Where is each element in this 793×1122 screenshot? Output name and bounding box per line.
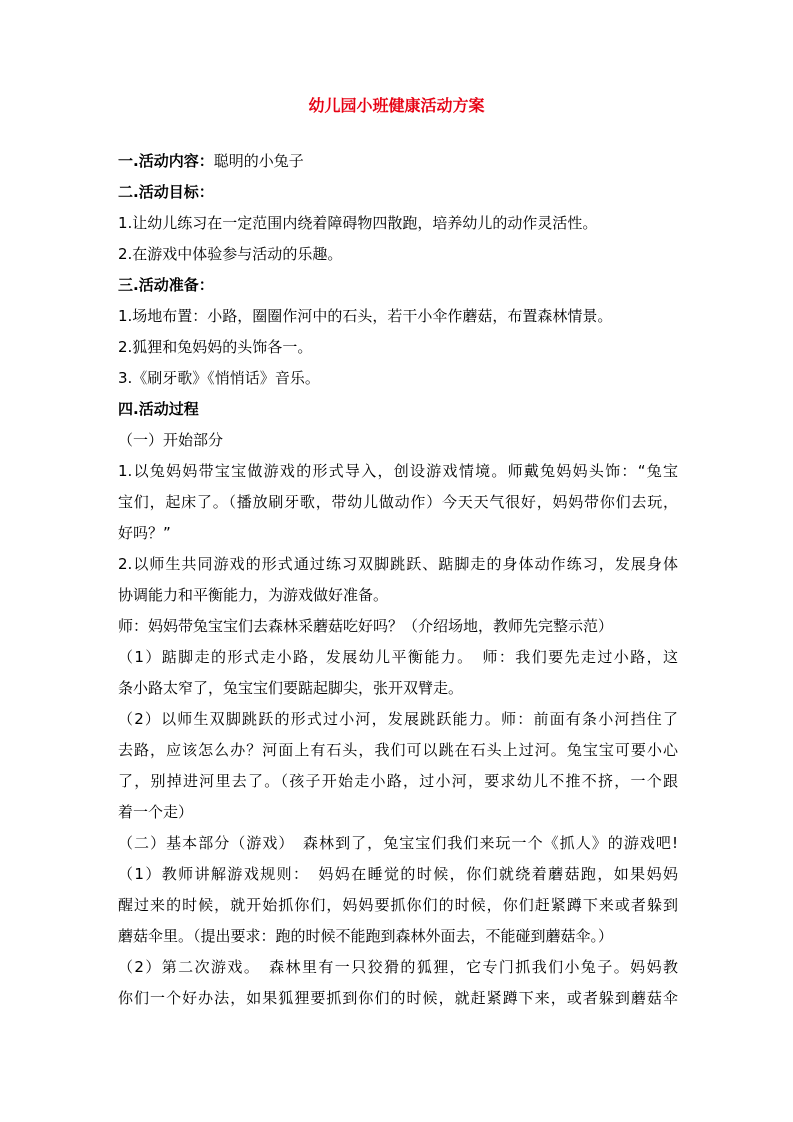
paragraph-line: 2.以师生共同游戏的形式通过练习双脚跳跃、踮脚走的身体动作练习，发展身体	[118, 555, 678, 573]
paragraph-line: 好吗？”	[118, 524, 171, 542]
paragraph-line: （1）踮脚走的形式走小路，发展幼儿平衡能力。 师：我们要先走过小路，这	[118, 648, 678, 666]
section-label: 一.活动内容：	[118, 152, 214, 170]
section-heading	[118, 146, 678, 177]
document-body	[118, 146, 678, 1014]
paragraph-line: 1.让幼儿练习在一定范围内绕着障碍物四散跑，培养幼儿的动作灵活性。	[118, 214, 598, 232]
paragraph-line: （1）教师讲解游戏规则： 妈妈在睡觉的时候，你们就绕着蘑菇跑，如果妈妈	[118, 865, 678, 883]
paragraph-line: 条小路太窄了，兔宝宝们要踮起脚尖，张开双臂走。	[118, 679, 464, 697]
paragraph-line: 去路，应该怎么办？河面上有石头，我们可以跳在石头上过河。兔宝宝可要小心	[118, 741, 678, 759]
paragraph-line: （二）基本部分（游戏） 森林到了，兔宝宝们我们来玩一个《抓人》的游戏吧!	[118, 834, 678, 852]
paragraph-line: （2）第二次游戏。 森林里有一只狡猾的狐狸，它专门抓我们小兔子。妈妈教	[118, 958, 678, 976]
document-title: 幼儿园小班健康活动方案	[308, 96, 485, 115]
paragraph-line: （一）开始部分	[118, 431, 224, 449]
paragraph-line: 蘑菇伞里。（提出要求：跑的时候不能跑到森林外面去，不能碰到蘑菇伞。）	[118, 927, 614, 945]
paragraph-line: 你们一个好办法，如果狐狸要抓到你们的时候，就赶紧蹲下来，或者躲到蘑菇伞	[118, 989, 678, 1007]
paragraph-line: 2.在游戏中体验参与活动的乐趣。	[118, 245, 343, 263]
paragraph-line: （2）以师生双脚跳跃的形式过小河，发展跳跃能力。师：前面有条小河挡住了	[118, 710, 678, 728]
paragraph-line: 宝们，起床了。（播放刷牙歌，带幼儿做动作）今天天气很好，妈妈带你们去玩，	[118, 493, 678, 511]
section-value: 聪明的小兔子	[213, 152, 304, 170]
paragraph-line: 着一个走）	[118, 803, 194, 821]
section-heading: 二.活动目标：	[118, 183, 214, 201]
paragraph-line: 醒过来的时候，就开始抓你们，妈妈要抓你们的时候，你们赶紧蹲下来或者躲到	[118, 896, 678, 914]
paragraph-line: 1.以兔妈妈带宝宝做游戏的形式导入，创设游戏情境。师戴兔妈妈头饰：“兔宝	[118, 462, 678, 480]
paragraph-line: 协调能力和平衡能力，为游戏做好准备。	[118, 586, 389, 604]
section-heading: 四.活动过程	[118, 400, 199, 418]
paragraph-line: 3.《刷牙歌》《悄悄话》音乐。	[118, 369, 320, 387]
paragraph-line: 师：妈妈带兔宝宝们去森林采蘑菇吃好吗？（介绍场地，教师先完整示范）	[118, 617, 614, 635]
paragraph-line: 1.场地布置：小路，圈圈作河中的石头，若干小伞作蘑菇，布置森林情景。	[118, 307, 613, 325]
paragraph-line: 了，别掉进河里去了。（孩子开始走小路，过小河，要求幼儿不推不挤，一个跟	[118, 772, 678, 790]
section-heading: 三.活动准备：	[118, 276, 214, 294]
paragraph-line: 2.狐狸和兔妈妈的头饰各一。	[118, 338, 313, 356]
